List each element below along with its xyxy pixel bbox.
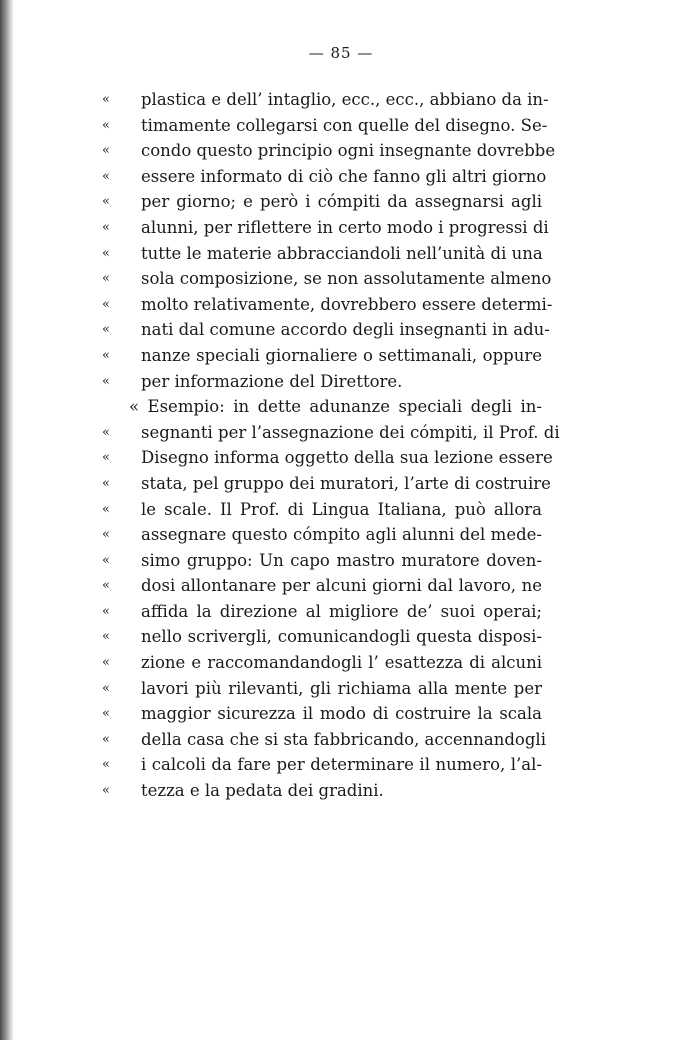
text-line bbox=[102, 292, 553, 318]
line-text: essere informato di ciò che fanno gli altri giorno bbox=[141, 166, 547, 186]
line-text: condo questo principio ogni insegnante dovrebbe bbox=[141, 141, 556, 161]
line-text: nati dal comune accordo degli insegnanti in adu- bbox=[141, 320, 550, 340]
text-line bbox=[102, 189, 542, 215]
line-text: affida la direzione al migliore de’ suoi operai; bbox=[141, 601, 542, 621]
text-line bbox=[102, 522, 542, 548]
text-line bbox=[102, 548, 542, 574]
text-line bbox=[102, 752, 542, 778]
text-line bbox=[102, 727, 546, 753]
line-text: tezza e la pedata dei gradini. bbox=[141, 781, 384, 801]
text-line bbox=[102, 497, 542, 523]
quote-mark: « bbox=[102, 347, 110, 363]
quote-mark: « bbox=[102, 527, 110, 543]
line-text: Disegno informa oggetto della sua lezione essere bbox=[141, 448, 553, 468]
quote-mark: « bbox=[102, 603, 110, 619]
quote-mark: « bbox=[102, 117, 110, 133]
text-line bbox=[102, 471, 551, 497]
quote-mark: « bbox=[102, 501, 110, 517]
quote-mark: « bbox=[102, 731, 110, 747]
text-body bbox=[102, 87, 560, 804]
text-line bbox=[102, 164, 547, 190]
quote-mark: « bbox=[102, 578, 110, 594]
line-text: assegnare questo cómpito agli alunni del mede- bbox=[141, 525, 542, 545]
quote-mark: « bbox=[102, 680, 110, 696]
quote-mark: « bbox=[102, 92, 110, 107]
quote-mark: « bbox=[102, 194, 110, 210]
quote-mark: « bbox=[102, 552, 110, 568]
quote-mark: « bbox=[102, 219, 110, 235]
quote-mark: « bbox=[102, 706, 110, 722]
text-line bbox=[102, 420, 560, 446]
quote-mark: « bbox=[102, 450, 110, 466]
quote-mark: « bbox=[102, 245, 110, 261]
line-text: le scale. Il Prof. di Lingua Italiana, può allora bbox=[141, 499, 542, 519]
line-text: maggior sicurezza il modo di costruire la scala bbox=[141, 704, 542, 724]
line-text: lavori più rilevanti, gli richiama alla mente per bbox=[141, 678, 542, 698]
line-text: zione e raccomandandogli l’ esattezza di alcuni bbox=[141, 653, 542, 673]
text-line bbox=[102, 369, 542, 395]
text-line bbox=[102, 445, 553, 471]
text-line bbox=[102, 215, 549, 241]
text-line bbox=[102, 343, 542, 369]
text-line bbox=[102, 650, 542, 676]
line-text: alunni, per riflettere in certo modo i progressi di bbox=[141, 217, 549, 237]
line-text: « Esempio: in dette adunanze speciali degli in- bbox=[129, 397, 542, 417]
text-line bbox=[102, 87, 549, 113]
line-text: nanze speciali giornaliere o settimanali, oppure bbox=[141, 345, 542, 365]
line-text: molto relativamente, dovrebbero essere determi- bbox=[141, 294, 553, 314]
text-line bbox=[102, 113, 548, 139]
line-text: tutte le materie abbracciandoli nell’unità di una bbox=[141, 243, 543, 263]
text-line bbox=[102, 676, 542, 702]
text-line bbox=[102, 317, 550, 343]
text-line bbox=[102, 241, 543, 267]
quote-mark: « bbox=[102, 629, 110, 645]
line-text: timamente collegarsi con quelle del disegno. Se- bbox=[141, 115, 548, 135]
quote-mark: « bbox=[102, 757, 110, 773]
quote-mark: « bbox=[102, 322, 110, 338]
text-line bbox=[102, 138, 556, 164]
quote-mark: « bbox=[102, 143, 110, 159]
line-text: dosi allontanare per alcuni giorni dal lavoro, ne bbox=[141, 576, 542, 596]
line-text: della casa che si sta fabbricando, accennandogli bbox=[141, 729, 546, 749]
line-text: i calcoli da fare per determinare il numero, l’al- bbox=[141, 755, 542, 775]
line-text: per giorno; e però i cómpiti da assegnarsi agli bbox=[141, 192, 542, 212]
text-line bbox=[102, 701, 542, 727]
line-text: plastica e dell’ intaglio, ecc., ecc., abbiano da in- bbox=[141, 90, 549, 109]
line-text: simo gruppo: Un capo mastro muratore doven- bbox=[141, 550, 542, 570]
text-line bbox=[102, 599, 542, 625]
quote-mark: « bbox=[102, 783, 110, 799]
text-line bbox=[102, 266, 552, 292]
line-text: sola composizione, se non assolutamente almeno bbox=[141, 269, 552, 289]
quote-mark: « bbox=[102, 655, 110, 671]
line-text: per informazione del Direttore. bbox=[141, 371, 403, 391]
line-text: segnanti per l’assegnazione dei cómpiti, il Prof. di bbox=[141, 422, 560, 442]
quote-mark: « bbox=[102, 168, 110, 184]
line-text: nello scrivergli, comunicandogli questa disposi- bbox=[141, 627, 542, 647]
quote-mark: « bbox=[102, 475, 110, 491]
quote-mark: « bbox=[102, 296, 110, 312]
quote-mark: « bbox=[102, 424, 110, 440]
quote-mark: « bbox=[102, 271, 110, 287]
text-line bbox=[102, 573, 542, 599]
quote-mark: « bbox=[102, 373, 110, 389]
text-line bbox=[102, 624, 542, 650]
book-spine-shadow bbox=[0, 0, 14, 1040]
text-line bbox=[102, 778, 542, 804]
page-number: — 85 — bbox=[308, 44, 374, 62]
paragraph-start-line bbox=[112, 394, 542, 420]
line-text: stata, pel gruppo dei muratori, l’arte di costruire bbox=[141, 473, 551, 493]
